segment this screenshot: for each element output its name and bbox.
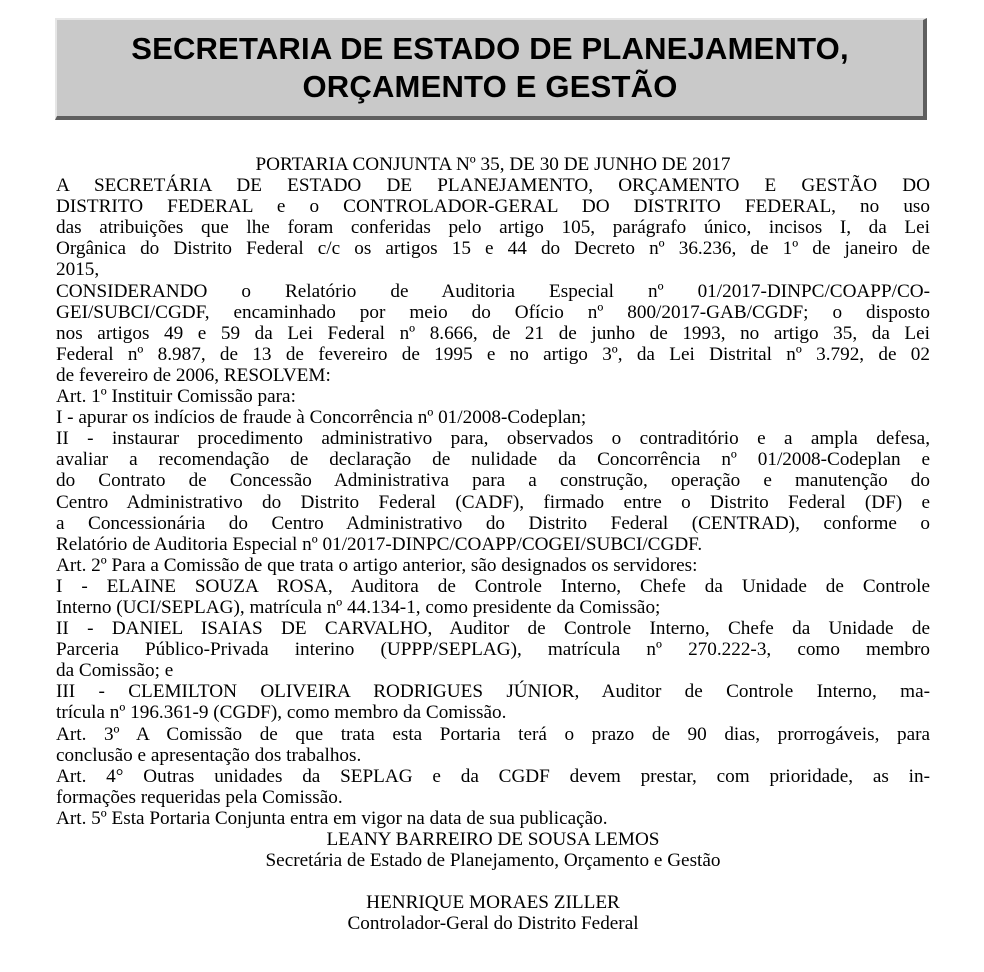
article-2-line: Art. 2º Para a Comissão de que trata o artigo anterior, são designados os servidores: — [56, 554, 698, 576]
article-2-item-line: Interno (UCI/SEPLAG), matrícula nº 44.134-1, como presidente da Comissão; — [56, 596, 661, 618]
article-5-line: Art. 5º Esta Portaria Conjunta entra em vigor na data de sua publicação. — [56, 807, 608, 829]
header-title-line-2: ORÇAMENTO E GESTÃO — [302, 69, 678, 104]
article-2-item-line: trícula nº 196.361-9 (CGDF), como membro da Comissão. — [56, 702, 507, 724]
article-1-line: Art. 1º Instituir Comissão para: — [56, 386, 296, 408]
article-1-item-line: Relatório de Auditoria Especial nº 01/2017-DINPC/COAPP/COGEI/SUBCI/CGDF. — [56, 533, 703, 555]
considerando-line: nos artigos 49 e 59 da Lei Federal nº 8.666, de 21 de junho de 1993, no artigo 35, da Lei — [56, 322, 930, 344]
signatory-name: LEANY BARREIRO DE SOUSA LEMOS — [326, 829, 660, 850]
signatory-name: HENRIQUE MORAES ZILLER — [366, 892, 620, 914]
article-1-item-line: II - instaurar procedimento administrativo para, observados o contraditório e a ampla defesa, — [56, 428, 930, 450]
considerando-line: GEI/SUBCI/CGDF, encaminhado por meio do Ofício nº 800/2017-GAB/CGDF; o disposto — [56, 301, 930, 323]
preamble-line: DISTRITO FEDERAL e o CONTROLADOR-GERAL DO DISTRITO FEDERAL, no uso — [56, 196, 930, 218]
preamble-line: das atribuições que lhe foram conferidas pelo artigo 105, parágrafo único, incisos I, da Lei — [56, 217, 930, 239]
header-banner — [55, 18, 927, 120]
article-4-line: formações requeridas pela Comissão. — [56, 786, 343, 808]
article-3-line: conclusão e apresentação dos trabalhos. — [56, 744, 362, 766]
portaria-title: PORTARIA CONJUNTA Nº 35, DE 30 DE JUNHO DE 2017 — [255, 154, 731, 175]
article-2-item-line: II - DANIEL ISAIAS DE CARVALHO, Auditor de Controle Interno, Chefe da Unidade de — [56, 618, 930, 640]
considerando-line: Federal nº 8.987, de 13 de fevereiro de 1995 e no artigo 3º, da Lei Distrital nº 3.792, de 02 — [56, 343, 930, 365]
considerando-line: de fevereiro de 2006, RESOLVEM: — [56, 364, 331, 386]
preamble-line: A SECRETÁRIA DE ESTADO DE PLANEJAMENTO, ORÇAMENTO E GESTÃO DO — [56, 175, 930, 197]
signature-spacer — [56, 871, 930, 892]
article-2-item-line: III - CLEMILTON OLIVEIRA RODRIGUES JÚNIOR, Auditor de Controle Interno, ma- — [56, 681, 930, 703]
considerando-line: CONSIDERANDO o Relatório de Auditoria Especial nº 01/2017-DINPC/COAPP/CO- — [56, 280, 930, 302]
signatory-role: Controlador-Geral do Distrito Federal — [347, 913, 639, 935]
preamble-line: Orgânica do Distrito Federal c/c os artigos 15 e 44 do Decreto nº 36.236, de 1º de janeiro de — [56, 238, 930, 260]
signatory-role: Secretária de Estado de Planejamento, Orçamento e Gestão — [265, 850, 721, 872]
article-1-item-line: avaliar a recomendação de declaração de nulidade da Concorrência nº 01/2008-Codeplan e — [56, 449, 930, 471]
article-1-item-line: a Concessionária do Centro Administrativo do Distrito Federal (CENTRAD), conforme o — [56, 512, 930, 534]
article-4-line: Art. 4° Outras unidades da SEPLAG e da CGDF devem prestar, com prioridade, as in- — [56, 765, 930, 787]
article-2-item-line: da Comissão; e — [56, 660, 174, 682]
article-2-item-line: Parceria Público-Privada interino (UPPP/SEPLAG), matrícula nº 270.222-3, como membro — [56, 639, 930, 661]
article-1-item-line: I - apurar os indícios de fraude à Concorrência nº 01/2008-Codeplan; — [56, 407, 587, 429]
article-1-item-line: Centro Administrativo do Distrito Federal (CADF), firmado entre o Distrito Federal (DF) e — [56, 491, 930, 513]
article-2-item-line: I - ELAINE SOUZA ROSA, Auditora de Controle Interno, Chefe da Unidade de Controle — [56, 575, 930, 597]
document-body — [56, 154, 930, 934]
article-3-line: Art. 3º A Comissão de que trata esta Portaria terá o prazo de 90 dias, prorrogáveis, para — [56, 723, 930, 745]
article-1-item-line: do Contrato de Concessão Administrativa para a construção, operação e manutenção do — [56, 470, 930, 492]
header-title-line-1: SECRETARIA DE ESTADO DE PLANEJAMENTO, — [131, 31, 849, 66]
preamble-line: 2015, — [56, 259, 100, 281]
